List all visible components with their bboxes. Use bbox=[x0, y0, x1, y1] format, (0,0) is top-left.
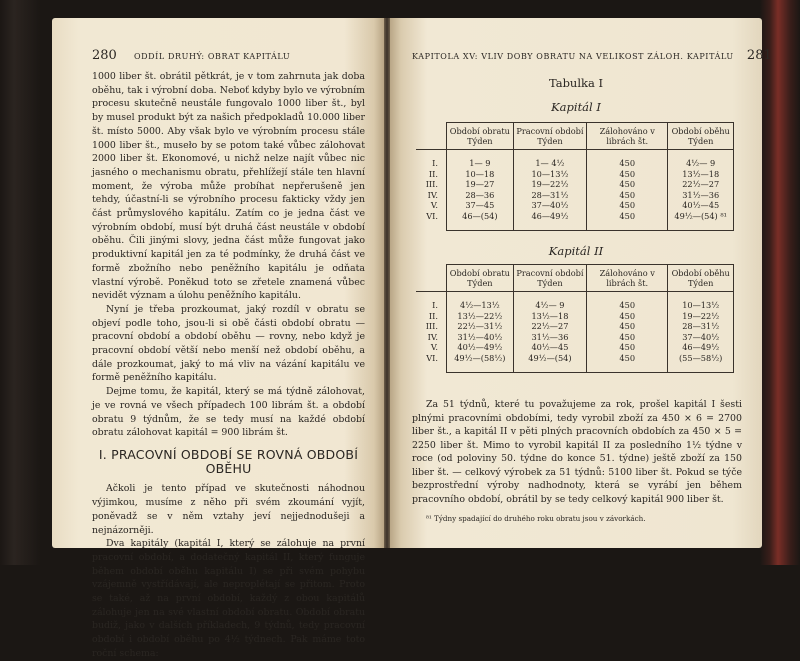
table-row bbox=[416, 311, 734, 322]
row-number: V. bbox=[416, 342, 447, 353]
table-row bbox=[416, 150, 734, 169]
table-cell: 22½—27 bbox=[513, 321, 586, 332]
table-cell: 49½—(58½) bbox=[447, 353, 514, 372]
table-cell: 10—13½ bbox=[513, 169, 586, 180]
column-header: Pracovní období Týden bbox=[513, 123, 586, 150]
table-cell: 46—49½ bbox=[513, 211, 586, 230]
table-cell: 450 bbox=[587, 353, 668, 372]
row-number: V. bbox=[416, 200, 447, 211]
row-number: I. bbox=[416, 150, 447, 169]
table-cell: 450 bbox=[587, 292, 668, 311]
table-row bbox=[416, 179, 734, 190]
column-header: Období oběhu Týden bbox=[668, 265, 734, 292]
table-cell: 28—31½ bbox=[513, 190, 586, 201]
right-body-text bbox=[412, 398, 742, 506]
left-running-head-text: ODDÍL DRUHÝ: OBRAT KAPITÁLU bbox=[133, 52, 291, 61]
table-cell: 450 bbox=[587, 211, 668, 230]
table-header-row bbox=[416, 265, 734, 292]
row-number: I. bbox=[416, 292, 447, 311]
table-row bbox=[416, 169, 734, 180]
table-cell: 13½—18 bbox=[668, 169, 734, 180]
table-cell: 13½—18 bbox=[513, 311, 586, 322]
table-cell: 450 bbox=[587, 342, 668, 353]
row-number: VI. bbox=[416, 353, 447, 372]
table-cell: 49½—(54) bbox=[513, 353, 586, 372]
column-header: Období oběhu Týden bbox=[668, 123, 734, 150]
row-number: IV. bbox=[416, 190, 447, 201]
table-cell: 450 bbox=[587, 169, 668, 180]
table-cell: 40½—45 bbox=[668, 200, 734, 211]
table-cell: 19—22½ bbox=[668, 311, 734, 322]
table-cell: 450 bbox=[587, 321, 668, 332]
right-page bbox=[390, 18, 772, 548]
right-running-head bbox=[412, 48, 772, 63]
table-cell: 28—31½ bbox=[668, 321, 734, 332]
table-cell: 40½—49½ bbox=[447, 342, 514, 353]
row-number: III. bbox=[416, 321, 447, 332]
left-page bbox=[52, 18, 384, 659]
paragraph: Nyní je třeba prozkoumat, jaký rozdíl v obratu se objeví podle toho, jsou-li si obě části období obratu — pracovní období a období oběhu — rovny, nebo když je pracovní období větší nebo menší než období oběhu, a dále prozkoumat, jaký to má vliv na vázání kapitálu ve formě peněžního kapitálu. bbox=[92, 303, 365, 384]
table-cell: 13½—22½ bbox=[447, 311, 514, 322]
table-row bbox=[416, 353, 734, 372]
column-header: Období obratu Týden bbox=[447, 265, 514, 292]
table-cell: 37—40½ bbox=[513, 200, 586, 211]
row-number: IV. bbox=[416, 332, 447, 343]
row-number: II. bbox=[416, 169, 447, 180]
row-number: III. bbox=[416, 179, 447, 190]
column-header: Pracovní období Týden bbox=[513, 265, 586, 292]
table-row bbox=[416, 321, 734, 332]
table-cell: 450 bbox=[587, 150, 668, 169]
table1-caption: Kapitál I bbox=[551, 100, 601, 114]
right-page-number: 281 bbox=[746, 48, 772, 63]
table-cell: 46—(54) bbox=[447, 211, 514, 230]
table-cell: 46—49½ bbox=[668, 342, 734, 353]
table-cell: 450 bbox=[587, 311, 668, 322]
left-running-head bbox=[92, 48, 290, 63]
left-page-number: 280 bbox=[92, 48, 117, 63]
table-kapital-2 bbox=[416, 264, 734, 373]
table-cell: 49½—(54) ⁸¹ bbox=[668, 211, 734, 230]
left-body-text bbox=[92, 70, 365, 661]
table-cell: 19—27 bbox=[447, 179, 514, 190]
table-cell: 4½—13½ bbox=[447, 292, 514, 311]
column-header: Zálohováno v librách št. bbox=[587, 123, 668, 150]
table-cell: 1— 9 bbox=[447, 150, 514, 169]
paragraph: Dejme tomu, že kapitál, který se má týdně zálohovat, je ve rovná ve všech případech 100 librám št. a období obratu 9 týdnům, že se tedy musí na každé období obratu zálohovat kapitál = 900 librám št. bbox=[92, 386, 365, 439]
paragraph: Ačkoli je tento případ ve skutečnosti náhodnou výjimkou, musíme z něho při svém zkoumání vyjít, poněvadž se v něm vztahy jeví nejjednodušeji a nejnázorněji. bbox=[92, 483, 365, 536]
table-row bbox=[416, 332, 734, 343]
right-running-head-text: KAPITOLA XV: VLIV DOBY OBRATU NA VELIKOST ZÁLOH. KAPITÁLU bbox=[412, 52, 734, 61]
table-title: Tabulka I bbox=[548, 76, 604, 90]
table-cell: 450 bbox=[587, 200, 668, 211]
table-cell: 450 bbox=[587, 179, 668, 190]
table-cell: 37—40½ bbox=[668, 332, 734, 343]
table-cell: 40½—45 bbox=[513, 342, 586, 353]
table-cell: 10—18 bbox=[447, 169, 514, 180]
column-header: Období obratu Týden bbox=[447, 123, 514, 150]
paragraph: 1000 liber št. obrátil pětkrát, je v tom zahrnuta jak doba oběhu, tak i výrobní doba. Neboť kdyby bylo ve výrobním procesu skutečně neustále fungovalo 1000 liber št., byl by musel produkt být za našich předpokladů 10.000 liber št. místo 5000. Aby však bylo ve výrobním procesu stále 1000 liber št., museło by se potom také vůbec zálohovat 2000 liber št. Ekonomové, u nichž nelze najít vůbec nic jasného o mechanismu obratu, přehlížejí stále ten hlavní moment, že výroba může probíhat nepřerušeně jen tehdy, účastní-li se výrobního procesu fakticky vždy jen část průmyslového kapitálu. Zatím co je jedna část ve výrobním období, musí být druhá část neustále v období oběhu. Čili jinými slovy, jedna část může fungovat jako produktivní kapitál jen za té podmínky, že druhá část ve formě zbožního nebo peněžního kapitálu je odňata vlastní výrobě. Poněkud toto se zřetele znamená vůbec nevidět význam a úlohu peněžního kapitálu. bbox=[92, 71, 365, 302]
table-cell: 28—36 bbox=[447, 190, 514, 201]
table-cell: 450 bbox=[587, 332, 668, 343]
table-cell: 31½—36 bbox=[668, 190, 734, 201]
table-cell: (55—58½) bbox=[668, 353, 734, 372]
table-header-row bbox=[416, 123, 734, 150]
table-cell: 1— 4½ bbox=[513, 150, 586, 169]
table-cell: 22½—27 bbox=[668, 179, 734, 190]
table-cell: 37—45 bbox=[447, 200, 514, 211]
table2-caption: Kapitál II bbox=[548, 244, 604, 258]
table-cell: 4½— 9 bbox=[513, 292, 586, 311]
row-number: VI. bbox=[416, 211, 447, 230]
table-kapital-1 bbox=[416, 122, 734, 231]
table-row bbox=[416, 200, 734, 211]
table-cell: 19—22½ bbox=[513, 179, 586, 190]
table-cell: 31½—36 bbox=[513, 332, 586, 343]
table-cell: 450 bbox=[587, 190, 668, 201]
table-cell: 4½— 9 bbox=[668, 150, 734, 169]
column-header: Zálohováno v librách št. bbox=[587, 265, 668, 292]
row-number-header bbox=[416, 265, 447, 292]
table-row bbox=[416, 292, 734, 311]
table-row bbox=[416, 342, 734, 353]
table-row bbox=[416, 211, 734, 230]
paragraph: Dva kapitály (kapitál I, který se zálohuje na první pracovní období, a dodatečný kapitál II, který funguje během období oběhu kapitálu I) se při svém pohybu vzájemně vystřídávají, ale neproplétají se přitom. Proto se také, až na první období, každý z obou kapitálů zálohuje jen na své vlastní období obratu. Období obratu budiž, jako v dalších příkladech, 9 týdnů, tedy pracovní období i období oběhu po 4½ týdnech. Pak máme toto roční schema: bbox=[92, 538, 365, 659]
row-number-header bbox=[416, 123, 447, 150]
footnote: ⁸¹ Týdny spadající do druhého roku obratu jsou v závorkách. bbox=[426, 514, 646, 523]
table-cell: 10—13½ bbox=[668, 292, 734, 311]
table-cell: 22½—31½ bbox=[447, 321, 514, 332]
paragraph: Za 51 týdnů, které tu považujeme za rok, prošel kapitál I šesti plnými pracovními obdobími, tedy vyrobil zboží za 450 × 6 = 2700 liber št., a kapitál II v pěti plných pracovních obdobích za 450 × 5 = 2250 liber št. Mimo to vyrobil kapitál II za posledního 1½ týdne v roce (od poloviny 50. týdne do konce 51. týdne) ještě zboží za 150 liber št. — celkový výrobek za 51 týdnů: 5100 liber št. Pokud se týče bezprostřední výroby nadhodnoty, která se vyrábí jen během pracovního období, obrátil by se tedy celkový kapitál 900 liber št. bbox=[412, 399, 742, 505]
row-number: II. bbox=[416, 311, 447, 322]
section-heading: I. PRACOVNÍ OBDOBÍ SE ROVNÁ OBDOBÍ OBĚHU bbox=[98, 446, 359, 476]
table-row bbox=[416, 190, 734, 201]
table-cell: 31½—40½ bbox=[447, 332, 514, 343]
